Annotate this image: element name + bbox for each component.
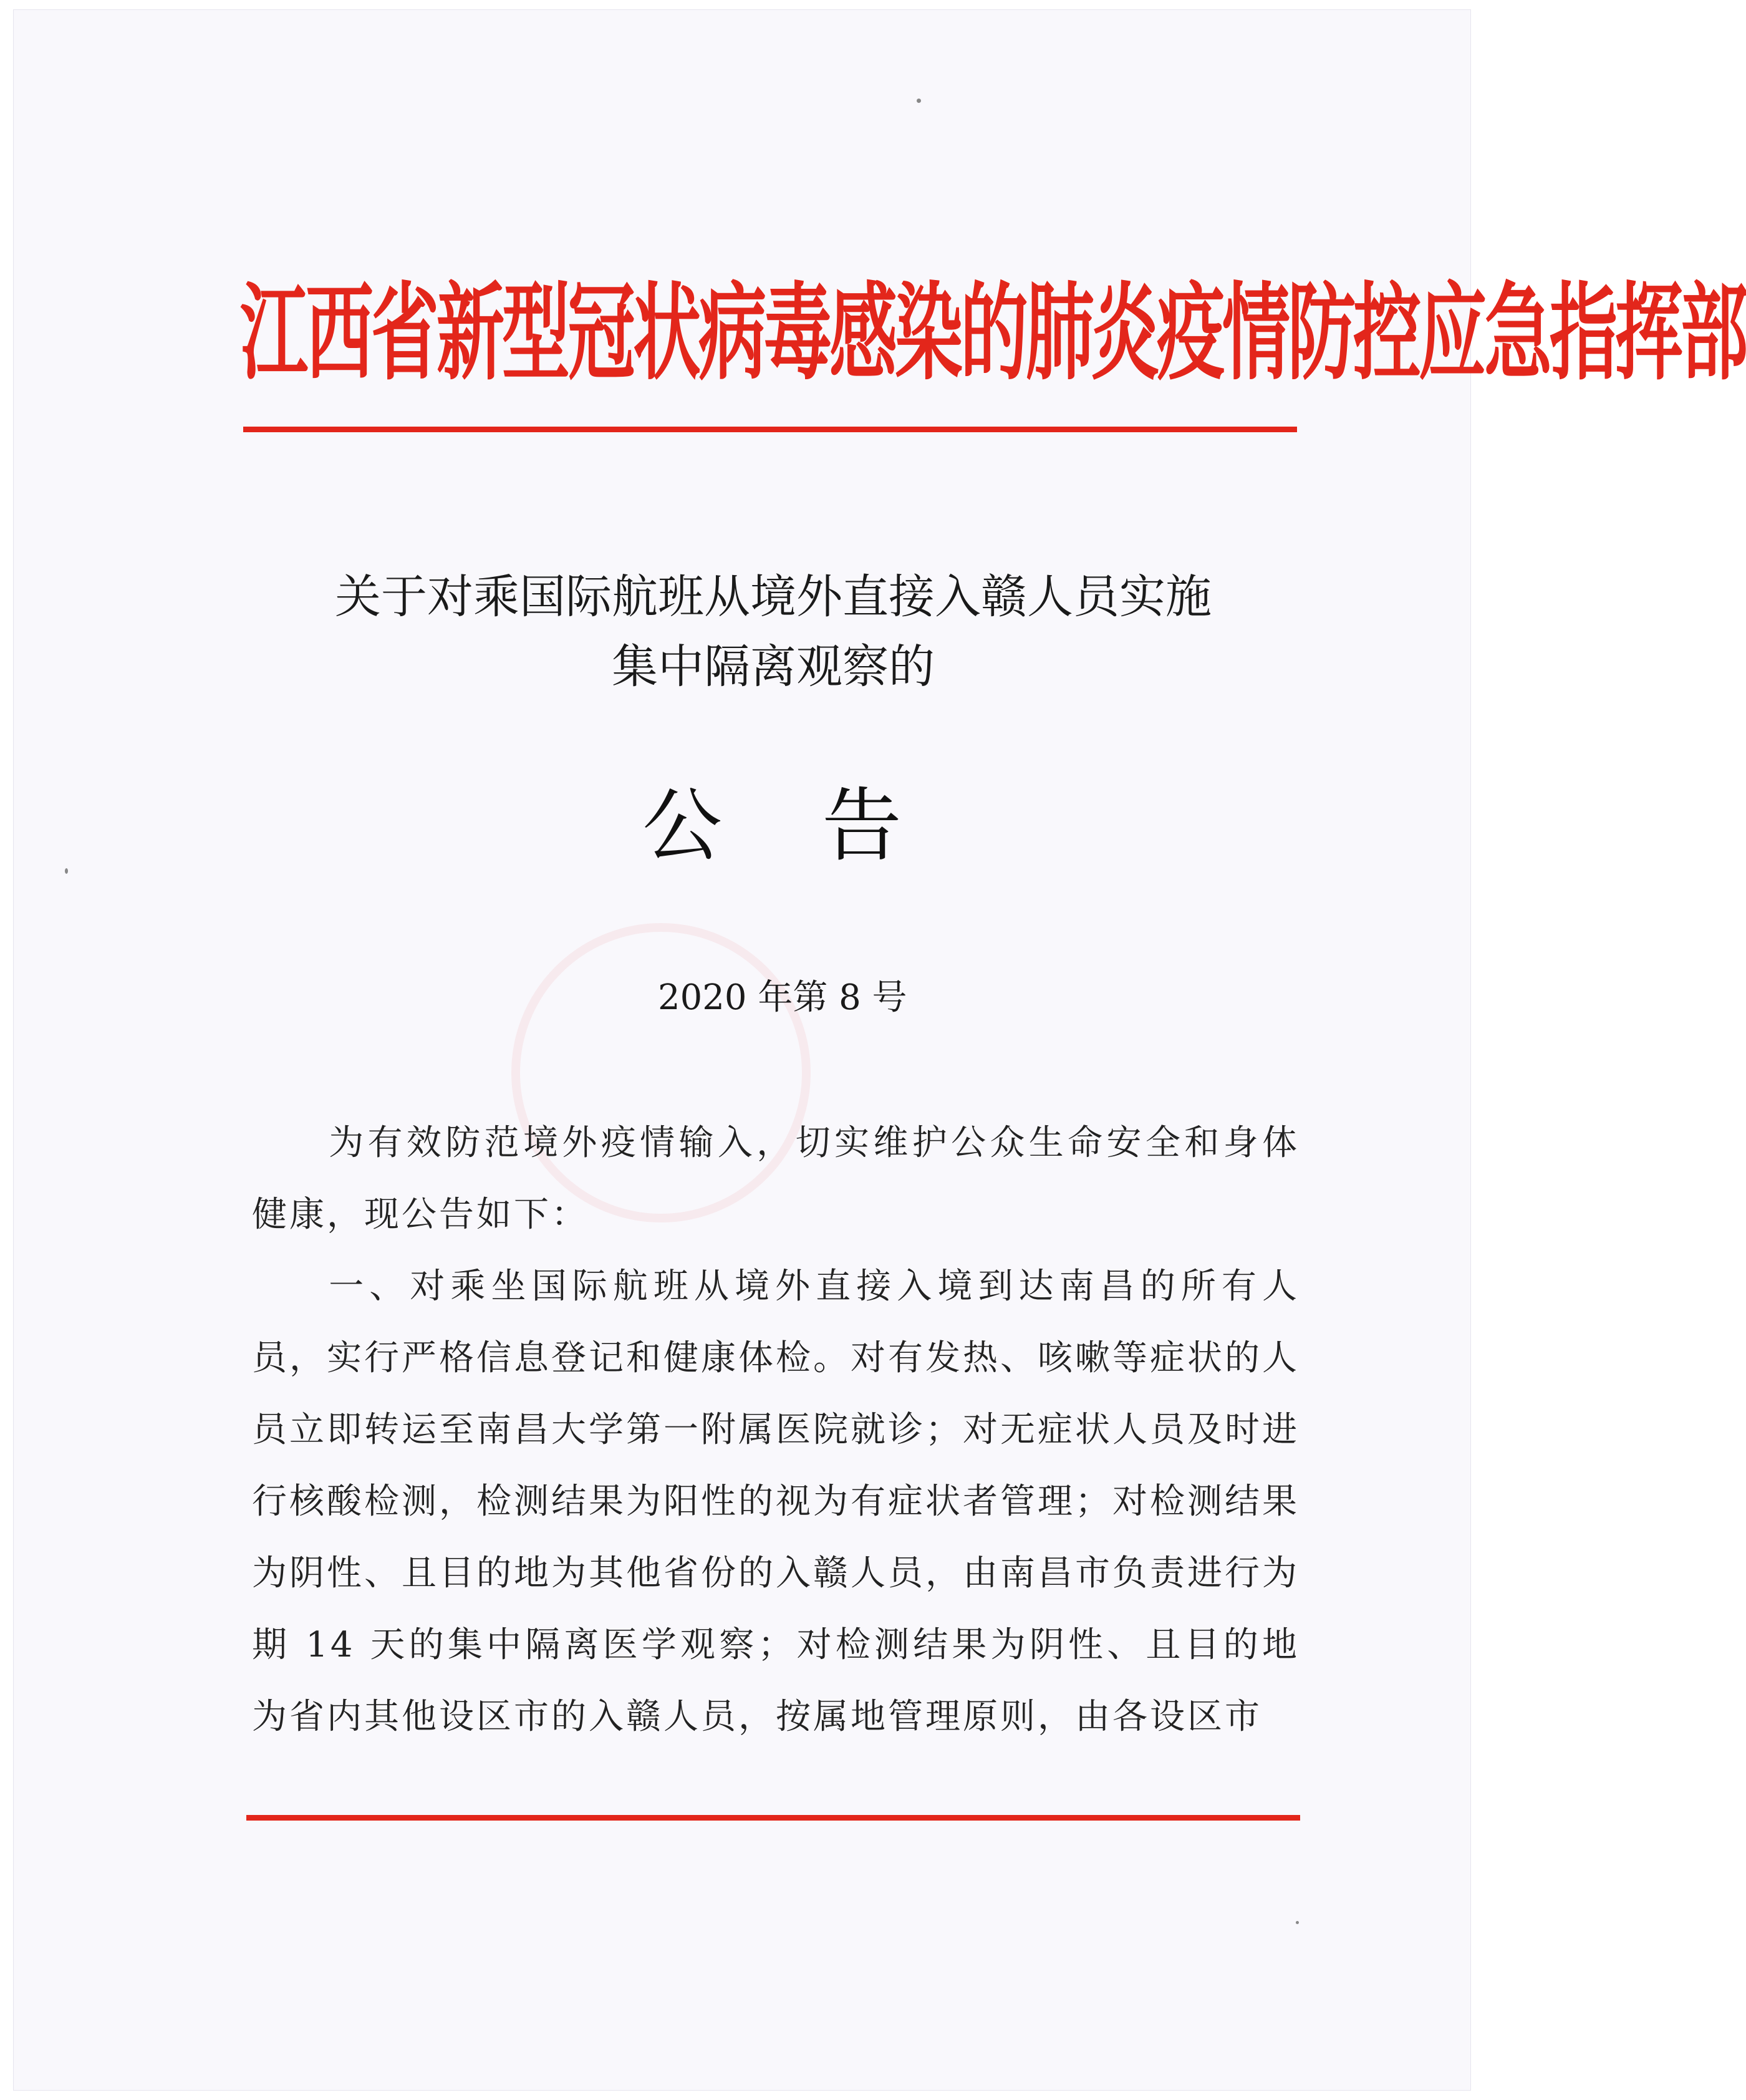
issuer-header: 江西省新型冠状病毒感染的肺炎疫情防控应急指挥部 bbox=[240, 271, 1746, 395]
notice-heading: 公告 bbox=[642, 780, 1001, 873]
red-rule-top bbox=[243, 427, 1297, 432]
scan-speck bbox=[917, 99, 921, 103]
scan-speck bbox=[1296, 1921, 1299, 1924]
body-text bbox=[252, 1107, 1300, 1753]
body-paragraph-1: 为有效防范境外疫情输入，切实维护公众生命安全和身体健康，现公告如下： bbox=[252, 1123, 1300, 1235]
red-rule-bottom bbox=[246, 1815, 1300, 1821]
document-title-line-1: 关于对乘国际航班从境外直接入赣人员实施 bbox=[335, 570, 1212, 624]
document-number: 2020 年第 8 号 bbox=[658, 977, 907, 1018]
scan-speck bbox=[65, 868, 68, 874]
body-paragraph-2: 一、对乘坐国际航班从境外直接入境到达南昌的所有人员，实行严格信息登记和健康体检。对有发热、咳嗽等症状的人员立即转运至南昌大学第一附属医院就诊；对无症状人员及时进行核酸检测，检测结果为阳性的视为有症状者管理；对检测结果为阴性、且目的地为其他省份的入赣人员，由南昌市负责进行为期 14 天的集中隔离医学观察；对检测结果为阴性、且目的地为省内其他设区市的入赣人员，按属地管理原则，由各设区市 bbox=[252, 1266, 1300, 1737]
document-title-line-2: 集中隔离观察的 bbox=[612, 640, 935, 694]
